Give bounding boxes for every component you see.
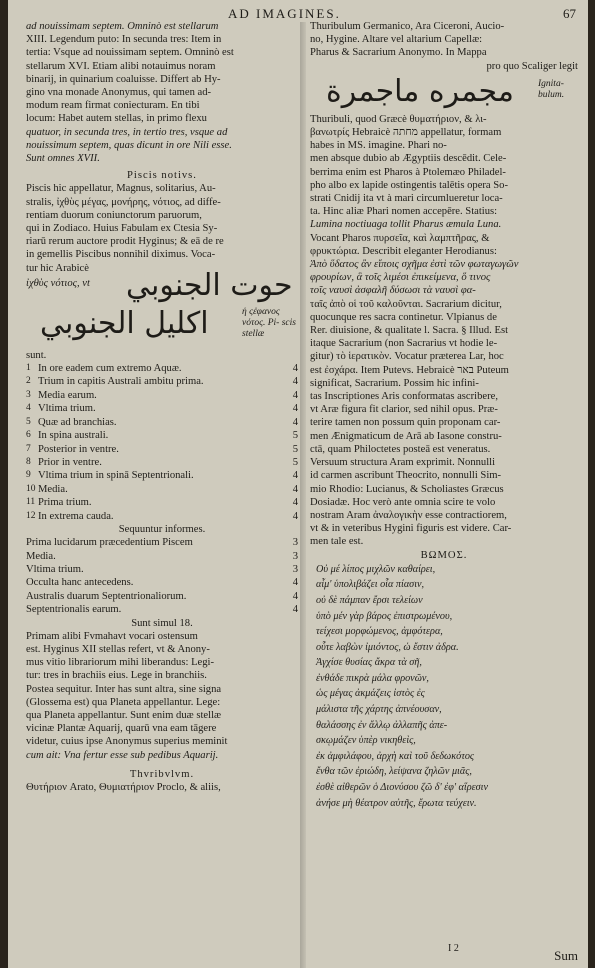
para-line: gitur) τὸ ἱερατικὸν. Vocatur præterea Lar, hoc (310, 351, 504, 363)
star-row: 1 In ore eadem cum extremo Aquæ. 4 (26, 363, 298, 375)
para-line: significat, Sacrarium. Possim hic infini- (310, 377, 479, 389)
para-line: in gemellis Piscibus nonnihil diximus. Voca- (26, 249, 216, 261)
signature-mark: I 2 (448, 943, 459, 954)
para-line: itaque Sacrarium (non Sacrarius vt hodie le- (310, 338, 498, 350)
book-page (8, 0, 588, 968)
section-heading: Piscis notivs. (127, 170, 197, 182)
star-row: 11 Prima trium. 4 (26, 497, 298, 509)
intro-line: binarij, in quinarium coaluisse. Differt ab Hy- (26, 73, 221, 85)
para-line: Thuribuli, quod Græcè θυματήριον, & λι- (310, 113, 487, 125)
para-line: tur hic Arabicè (26, 262, 89, 274)
intro-line: gino vna monade Anonymus, qui tamen ad- (26, 87, 212, 99)
informes-row: Septentrionalis earum. 4 (26, 604, 298, 616)
para-line: rentiam duorum coniunctorum paruorum, (26, 209, 202, 221)
para-line: ctā, quam Philoctetes posteā est veneratus. (310, 443, 491, 455)
total-line: Sunt simul 18. (131, 617, 193, 629)
poem-line: μάλιστα τῆς χάρτης ἀπνέουσαν, (316, 704, 442, 716)
star-row: 10 Media. 4 (26, 483, 298, 495)
informes-list (26, 536, 298, 616)
para-line: τοῖς ναυσὶ ἀσφαλῆ δύσωσι τὰ ναυσὶ φα- (310, 285, 476, 297)
star-row: 7 Posterior in ventre. 5 (26, 443, 298, 455)
poem-line: Ἀγχίσε θυσίας ἄκρα τὰ σῆ, (316, 657, 422, 669)
para-line: mus vitio librariorum mihi liberandus: Legi- (26, 657, 215, 669)
intro-line: quatuor, in secunda tres, in tertio tres, vsque ad (26, 126, 228, 138)
star-row: 4 Vltima trium. 4 (26, 403, 298, 415)
para-line: (Glossema est) qua Planeta appellantur. Lege: (26, 696, 221, 708)
star-row: 2 Trium in capitis Australi ambitu prima. 4 (26, 376, 298, 388)
para-line: pho albo ex lapide ostingentis talētis opera So- (310, 179, 509, 191)
para-line: Primam alibi Fvmahavt vocari ostensum (26, 630, 198, 642)
poem-line: ὑπὸ μέν γὰρ βάρος ἐπιστρωμένου, (316, 610, 453, 622)
para-line: Postea sequitur. Inter has sunt altra, sine signa (26, 683, 222, 695)
para-line: Lumina noctiuaga tollit Pharus æmula Luna. (310, 219, 502, 231)
poem-line: οὗτε λαβὼν ἰμιόντος, ὡ ἔστιν ἀδρα. (316, 641, 459, 653)
para-line: vt Aræ figura fit clarior, sed nihil opus. Præ- (310, 404, 498, 416)
star-row: 6 In spina australi. 5 (26, 430, 298, 442)
para-line: id carmen ascribunt Theocrito, nonnulli Sim- (310, 470, 502, 482)
star-row: 5 Quæ ad branchias. 4 (26, 416, 298, 428)
column-gutter (300, 22, 306, 968)
para-line: qua Planeta appellantur. Sunt enim duæ stellæ (26, 710, 222, 721)
catchword: Sum (554, 948, 578, 963)
para-line: Dosiadæ. Hoc verò ante omnia scire te volo (310, 496, 496, 508)
informes-row: Prima lucidarum præcedentium Piscem 3 (26, 537, 298, 549)
poem-line: τείχεσι μορφώμενος, ἀμφότερα, (316, 626, 443, 638)
para-line: stralis, ἰχθὺς μέγας, μονήρης, νότιος, ad diffe- (26, 196, 221, 208)
para-line: ταῖς ἀπὸ οἱ τοῦ καλοῦνται. Sacrarium dicitur, (310, 298, 502, 310)
para-line: est. Hyginus XII stellas refert, vt & Anony- (26, 643, 210, 655)
poem-line: θαλάσσης ἐν ἄλλῳ ἀλλαπῆς ἀπε- (316, 719, 448, 731)
poem-line: ὡς μέγας ἀκμάζεις ἰστὸς ἐς (316, 688, 425, 700)
section-heading: Thvribvlvm. (129, 768, 195, 780)
para-line: cum ait: Vna fertur esse sub pedibus Aquarij. (26, 749, 219, 761)
informes-row: Vltima trium. 3 (26, 563, 298, 575)
sunt-line: sunt. (26, 349, 47, 361)
para-line: vt & in veteribus Hygini figuris est videre. Car- (310, 523, 512, 535)
para-line: pro quo Scaliger legit (486, 60, 578, 72)
right-column (310, 20, 578, 811)
margin-note: ἡ ςἐφανος νότος. Pi- scis stellæ (242, 306, 296, 339)
informes-row: Media. 3 (26, 550, 298, 562)
para-line: φρουρίων, ἃ τοῖς λιμέσι ἐπικείμενα, ὅ τινος (310, 272, 491, 284)
para-line: est ἐσχάρα. Item Putevs. Hebraicè באר Puteum (310, 364, 509, 376)
para-line: Piscis hic appellatur, Magnus, solitarius, Au- (26, 183, 216, 195)
para-line: Pharus & Sacrarium Anonymo. In Mappa (310, 47, 487, 59)
intro-line: ad nouissimam septem. Omninò est stellarum (26, 21, 219, 32)
para-line: tas Inscriptiones Aris conformatas ascribere, (310, 391, 498, 403)
page-number: 67 (563, 6, 576, 21)
poem-line: οὐ δὲ πάμπαν ἔρσι τελείων (316, 594, 423, 606)
arabic-name-1: حوت الجنوبي (126, 267, 293, 303)
star-row: 9 Vltima trium in spinā Septentrionali. 4 (26, 470, 298, 482)
informes-row: Australis duarum Septentrionaliorum. 4 (26, 590, 298, 602)
running-title: AD IMAGINES. (228, 6, 341, 21)
arabic-name-2: اكليل الجنوبي (40, 305, 209, 341)
para-line: qui in Zodiaco. Huius Fabulam ex Ctesia Sy- (26, 223, 218, 235)
para-line: men Ænigmaticum de Arā ab Iasone constru- (310, 430, 502, 442)
arabic-name: مجمره ماجمرة (326, 73, 514, 109)
para-line: habes in MS. imagine. Phari no- (310, 140, 447, 152)
intro-line: tertia: Vsque ad nouissimam septem. Omninò est (26, 47, 234, 59)
para-line: Ἀπὸ ὕδατος ἂν εἴποις σχῆμα ἐστὶ τῶν φωταγωγῶν (310, 259, 519, 271)
para-line: men absque dubio ab Ægyptiis descēdit. Cele- (310, 153, 507, 165)
para-line: Thuribulum Germanico, Ara Ciceroni, Aucio- (310, 21, 505, 32)
para-line: ta. Hinc aliæ Phari nomen accepēre. Statius: (310, 206, 498, 218)
para-line: vicinæ Plantæ Aquarij, quarū vna eam tāgere (26, 723, 217, 735)
poem-line: ἐκ ἀμφιλάφου, ἀρχὴ καὶ τοῦ δεδωκότος (316, 750, 475, 762)
para-line: Θυτήριον Arato, Θυμιατήριον Proclo, & aliis, (26, 782, 221, 794)
para-line: Rer. diuisione, & qualitate l. Sacra. § Illud. Est (310, 325, 509, 337)
poem-line: αἷμ' ὑπολιβάζει οἷα πίασιν, (316, 579, 425, 591)
intro-line: locum: Habet autem stellas, in primo flexu (26, 113, 207, 125)
intro-line: nouissimum septem, quas dicunt in ore Nili esse. (26, 139, 232, 151)
para-line: tur: tres in brachiis eius. Lege in branchiis. (26, 670, 207, 682)
margin-note: Ignita- bulum. (538, 78, 565, 100)
para-line: riarū rerum auctore prodit Hyginus; & eā de re (26, 236, 224, 248)
para-line: Versuum structura Aram exprimit. Nonnulli (310, 457, 496, 469)
poem-line: ἀνήσε μὴ θέατρον αὐτῆς, ἔρωτα τεύχειν. (316, 797, 477, 809)
para-line: berrima enim est Pharos à Ptolemæo Philadel- (310, 166, 506, 178)
poem-title: ΒΩΜΟΣ. (420, 549, 468, 561)
informes-row: Occulta hanc antecedens. 4 (26, 577, 298, 589)
arabic-block (310, 73, 578, 113)
para-line: nostram Aram ἀναλογικὴν esse contractiorem, (310, 509, 507, 521)
intro-line: modum ream firmat coniecturam. En tibi (26, 100, 200, 112)
para-line: men tale est. (310, 536, 364, 548)
poem-line: ἐνθάδε πικρὰ μάλα φρονῶν, (316, 672, 429, 684)
star-row: 3 Media earum. 4 (26, 389, 298, 401)
para-line: Vocant Pharos πυρσεῖα, καὶ λαμπτῆρας, & (310, 232, 490, 244)
greek-inline: ἰχθὺς νότιος, vt (26, 277, 90, 289)
star-list (26, 362, 298, 523)
left-column (26, 20, 298, 794)
poem-line: ἐσθὲ αἰθερῶν ὁ Διονύσου ζῶ δ' ἐφ' αἵρεσιν (316, 782, 489, 794)
intro-line: XIII. Legendum puto: In secunda tres: Item in (26, 34, 222, 46)
intro-line: stellarum XVI. Etiam alibi notauimus noram (26, 60, 216, 72)
para-line: strati Cnidij ita vt à mari circumlueretur loca- (310, 193, 503, 205)
star-row: 12 In extrema cauda. 4 (26, 510, 298, 522)
poem-line: Οὐ μέ λίπος μιχλῶν καθαίρει, (316, 563, 436, 575)
intro-line: Sunt omnes XVII. (26, 153, 100, 165)
para-line: videtur, cuius ipse Anonymus superius meminit (26, 736, 228, 748)
informes-heading: Sequuntur informes. (118, 523, 206, 535)
para-line: quocunque res sacra continetur. Vlpianus de (310, 311, 497, 323)
para-line: no, Hygine. Altare vel altarium Capellæ: (310, 34, 483, 46)
poem-line: ἔνθα τῶν ἐριώδη, λείψανα ζηλῶν μιᾶς, (316, 766, 472, 778)
star-row: 8 Prior in ventre. 5 (26, 456, 298, 468)
para-line: terire tamen non possum quin proponam car- (310, 417, 501, 429)
para-line: βανωτρίς Hebraicè מחתה appellatur, formam (310, 127, 502, 139)
poem-block (310, 562, 578, 812)
para-line: mio Rhodio: Lucianus, & Scholiastes Græcus (310, 483, 504, 495)
poem-line: σκῳμάζεν ὑπὲρ νικηθεὶς, (316, 735, 416, 747)
para-line: φρυκτώρια. Describit eleganter Herodianus: (310, 245, 497, 257)
